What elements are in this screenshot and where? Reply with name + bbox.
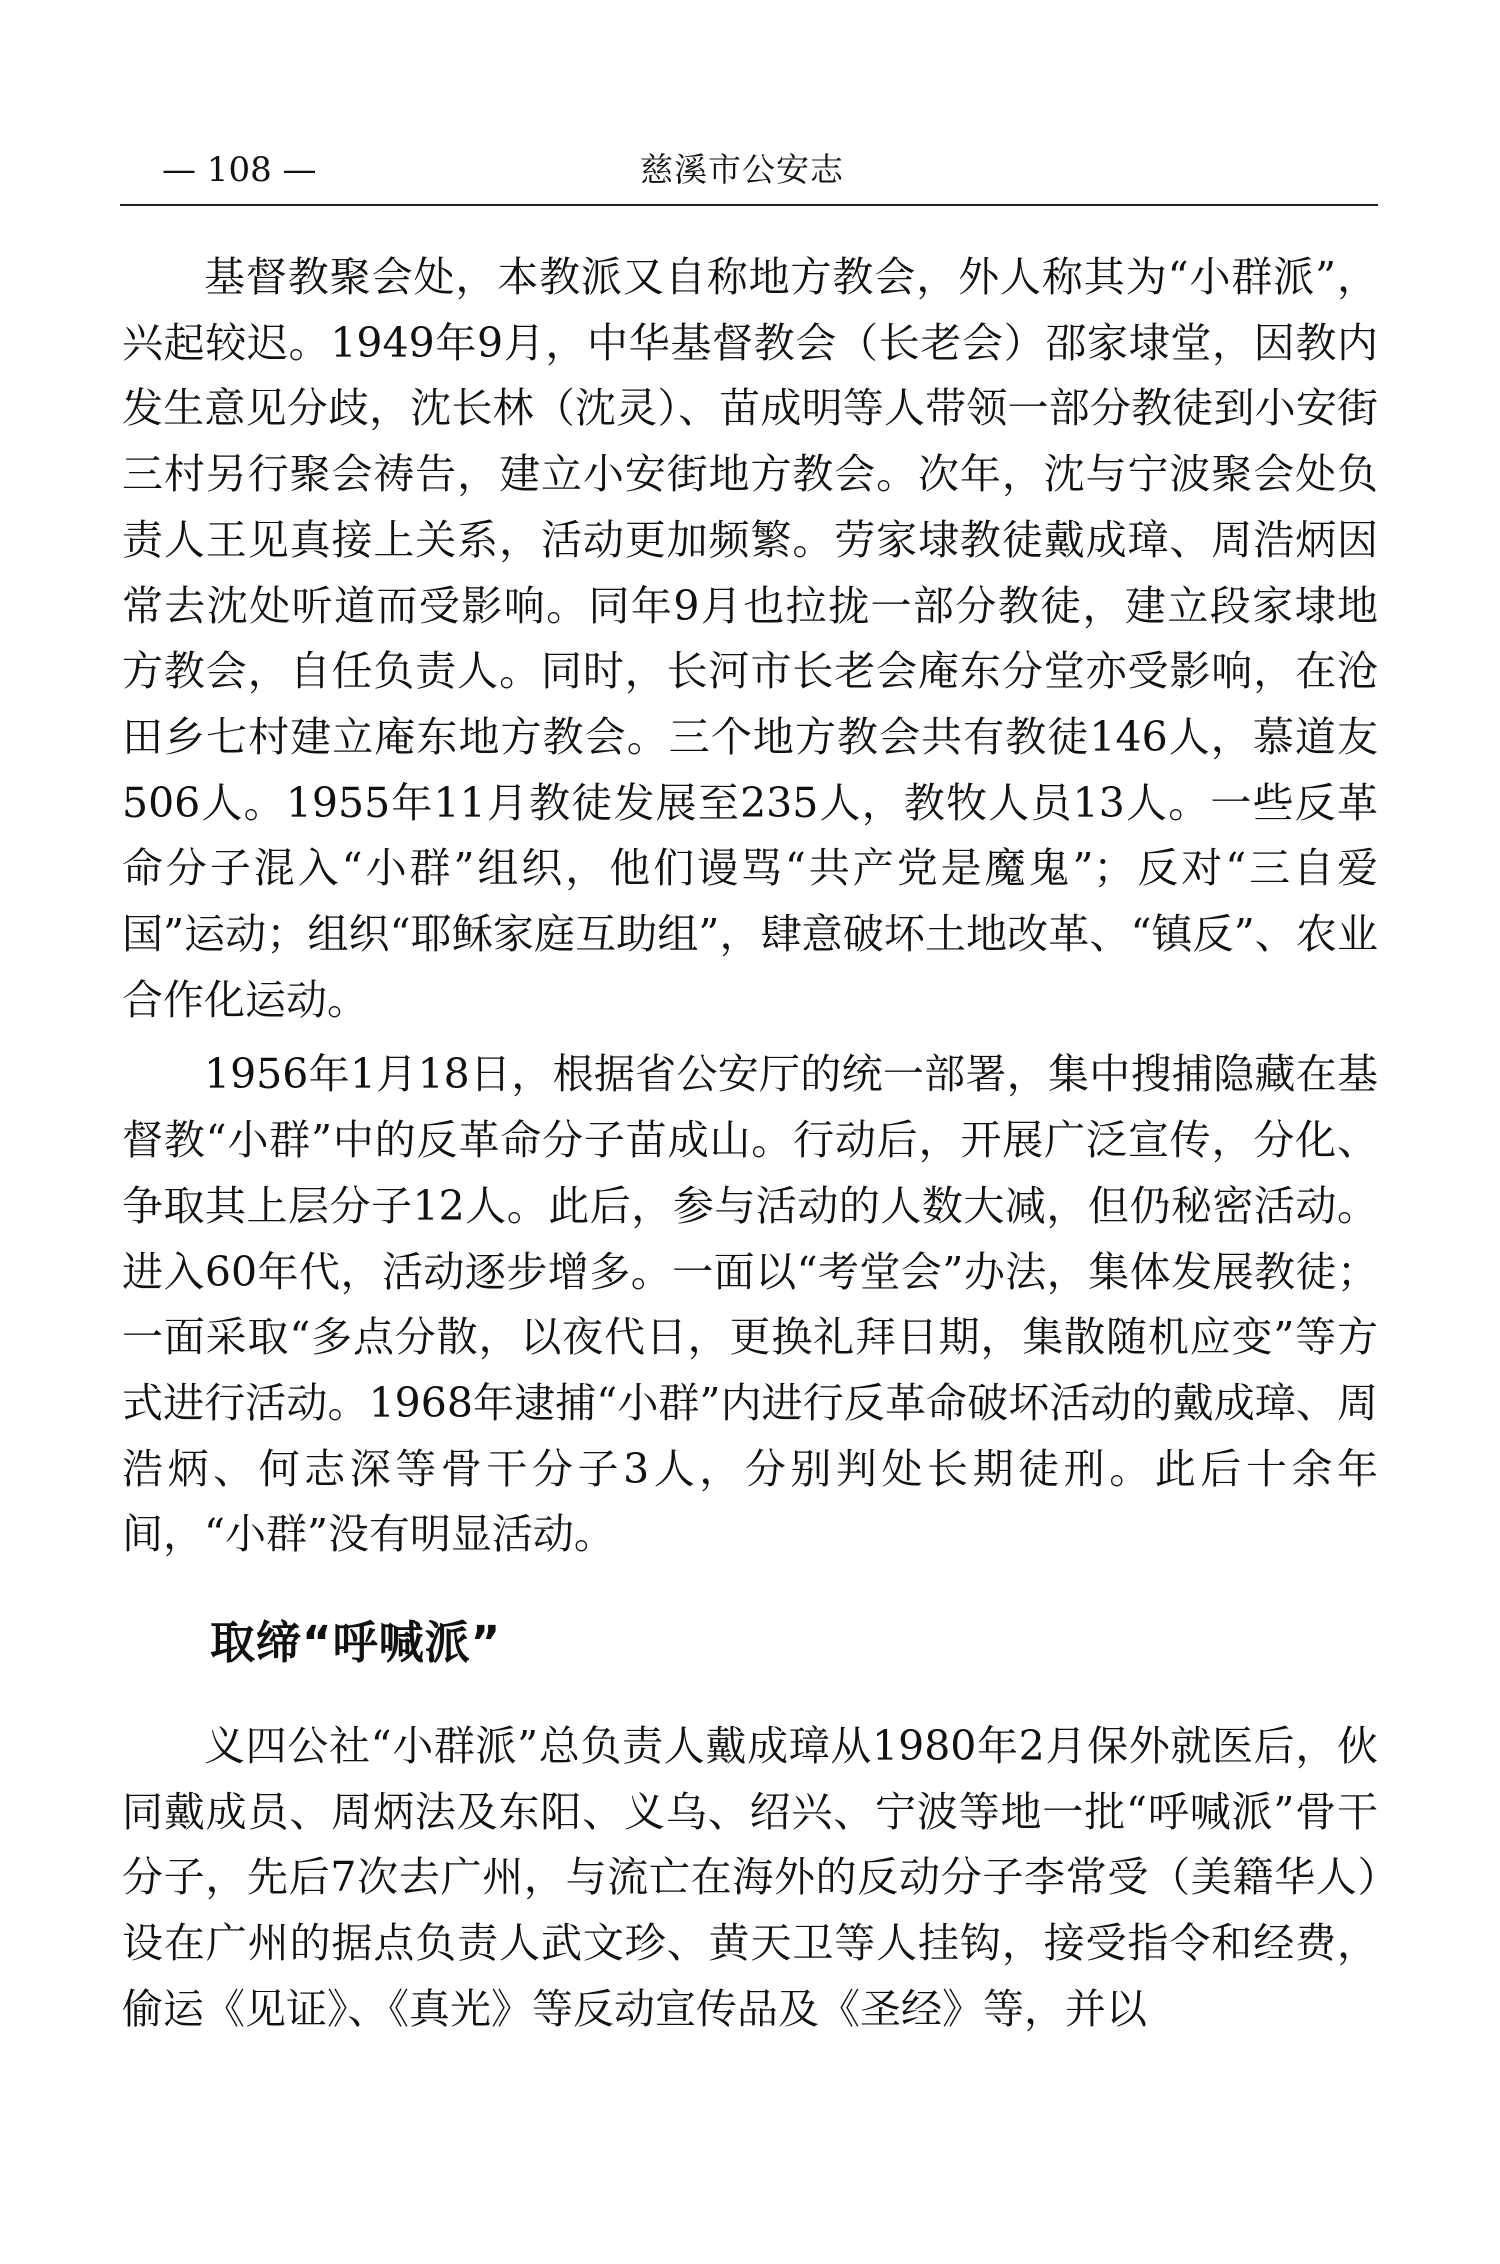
header-rule — [120, 204, 1378, 206]
running-title: 慈溪市公安志 — [640, 150, 844, 189]
page-header — [120, 140, 1370, 200]
page-number: — 108 — — [162, 150, 317, 190]
paragraph: 1956年1月18日，根据省公安厅的统一部署，集中搜捕隐藏在基督教“小群”中的反革命分子苗成山。行动后，开展广泛宣传，分化、争取其上层分子12人。此后，参与活动的人数大减，但仍秘密活动。进入60年代，活动逐步增多。一面以“考堂会”办法，集体发展教徒；一面采取“多点分散，以夜代日，更换礼拜日期，集散随机应变”等方式进行活动。1968年逮捕“小群”内进行反革命破坏活动的戴成璋、周浩炳、何志深等骨干分子3人，分别判处长期徒刑。此后十余年间，“小群”没有明显活动。 — [122, 1050, 1378, 1559]
body-text — [122, 245, 1378, 2052]
paragraph: 义四公社“小群派”总负责人戴成璋从1980年2月保外就医后，伙同戴成员、周炳法及东阳、义乌、绍兴、宁波等地一批“呼喊派”骨干分子，先后7次去广州，与流亡在海外的反动分子李常受（美籍华人）设在广州的据点负责人武文珍、黄天卫等人挂钩，接受指令和经费，偷运《见证》、《真光》等反动宣传品及《圣经》等，并以 — [122, 1722, 1378, 2033]
paragraph: 基督教聚会处，本教派又自称地方教会，外人称其为“小群派”，兴起较迟。1949年9月，中华基督教会（长老会）邵家埭堂，因教内发生意见分歧，沈长林（沈灵）、苗成明等人带领一部分教徒到小安街三村另行聚会祷告，建立小安街地方教会。次年，沈与宁波聚会处负责人王见真接上关系，活动更加频繁。劳家埭教徒戴成璋、周浩炳因常去沈处听道而受影响。同年9月也拉拢一部分教徒，建立段家埭地方教会，自任负责人。同时，长河市长老会庵东分堂亦受影响，在沧田乡七村建立庵东地方教会。三个地方教会共有教徒146人，慕道友506人。1955年11月教徒发展至235人，教牧人员13人。一些反革命分子混入“小群”组织，他们谩骂“共产党是魔鬼”；反对“三自爱国”运动；组织“耶稣家庭互助组”，肆意破坏土地改革、“镇反”、农业合作化运动。 — [122, 253, 1378, 1024]
section-heading: 取缔“呼喊派” — [210, 1616, 502, 1670]
